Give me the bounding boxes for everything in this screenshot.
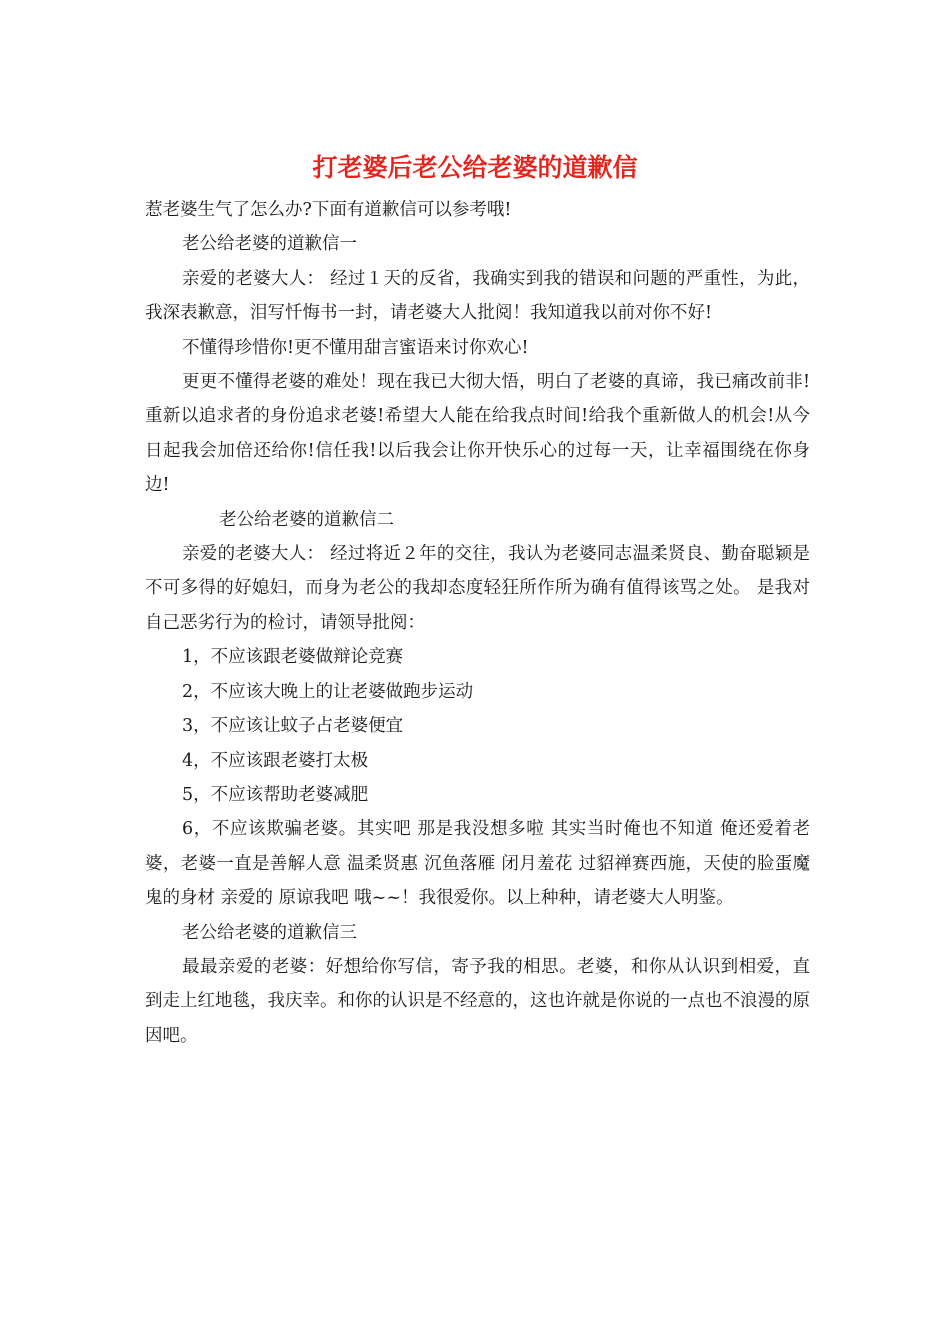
list-item: 2，不应该大晚上的让老婆做跑步运动 bbox=[182, 681, 474, 702]
letter1-paragraph-3: 更更不懂得老婆的难处！现在我已大彻大悟，明白了老婆的真谛，我已痛改前非!重新以追求者的身份追求老婆!希望大人能在给我点时间!给我个重新做人的机会!从今日起我会加倍还给你!信任我!以后我会让你开快乐心的过每一天，让幸福围绕在你身边! bbox=[145, 372, 810, 496]
list-item: 5，不应该帮助老婆减肥 bbox=[182, 784, 369, 805]
letter1-paragraph-2: 不懂得珍惜你!更不懂用甜言蜜语来讨你欢心! bbox=[182, 337, 529, 358]
list-item: 3，不应该让蚊子占老婆便宜 bbox=[182, 716, 404, 737]
section-heading-2: 老公给老婆的道歉信二 bbox=[219, 509, 394, 530]
document-title: 打老婆后老公给老婆的道歉信 bbox=[312, 153, 638, 182]
letter2-paragraph-1: 亲爱的老婆大人： 经过将近２年的交往，我认为老婆同志温柔贤良、勤奋聪颖是不可多得的好媳妇，而身为老公的我却态度轻狂所作所为确有值得该骂之处。 是我对自己恶劣行为的检讨，请领导批阅： bbox=[145, 544, 810, 633]
document-body bbox=[145, 193, 810, 1053]
section-heading-1: 老公给老婆的道歉信一 bbox=[182, 234, 357, 255]
intro-paragraph: 惹老婆生气了怎么办?下面有道歉信可以参考哦! bbox=[145, 200, 512, 220]
list-item: 6，不应该欺骗老婆。其实吧 那是我没想多啦 其实当时俺也不知道 俺还爱着老婆，老婆一直是善解人意 温柔贤惠 沉鱼落雁 闭月羞花 过貂禅赛西施，天使的脸蛋魔鬼的身材 亲爱的 原谅我吧 哦~~！我很爱你。以上种种，请老婆大人明鉴。 bbox=[145, 819, 810, 909]
letter3-paragraph-1: 最最亲爱的老婆：好想给你写信，寄予我的相思。老婆，和你从认识到相爱，直到走上红地毯，我庆幸。和你的认识是不经意的，这也许就是你说的一点也不浪漫的原因吧。 bbox=[145, 956, 810, 1046]
letter1-paragraph-1: 亲爱的老婆大人： 经过１天的反省，我确实到我的错误和问题的严重性，为此，我深表歉意，泪写忏悔书一封，请老婆大人批阅！我知道我以前对你不好! bbox=[145, 268, 810, 324]
list-item: 4，不应该跟老婆打太极 bbox=[182, 750, 369, 771]
section-heading-3: 老公给老婆的道歉信三 bbox=[182, 922, 357, 943]
list-item: 1，不应该跟老婆做辩论竞赛 bbox=[182, 647, 404, 668]
